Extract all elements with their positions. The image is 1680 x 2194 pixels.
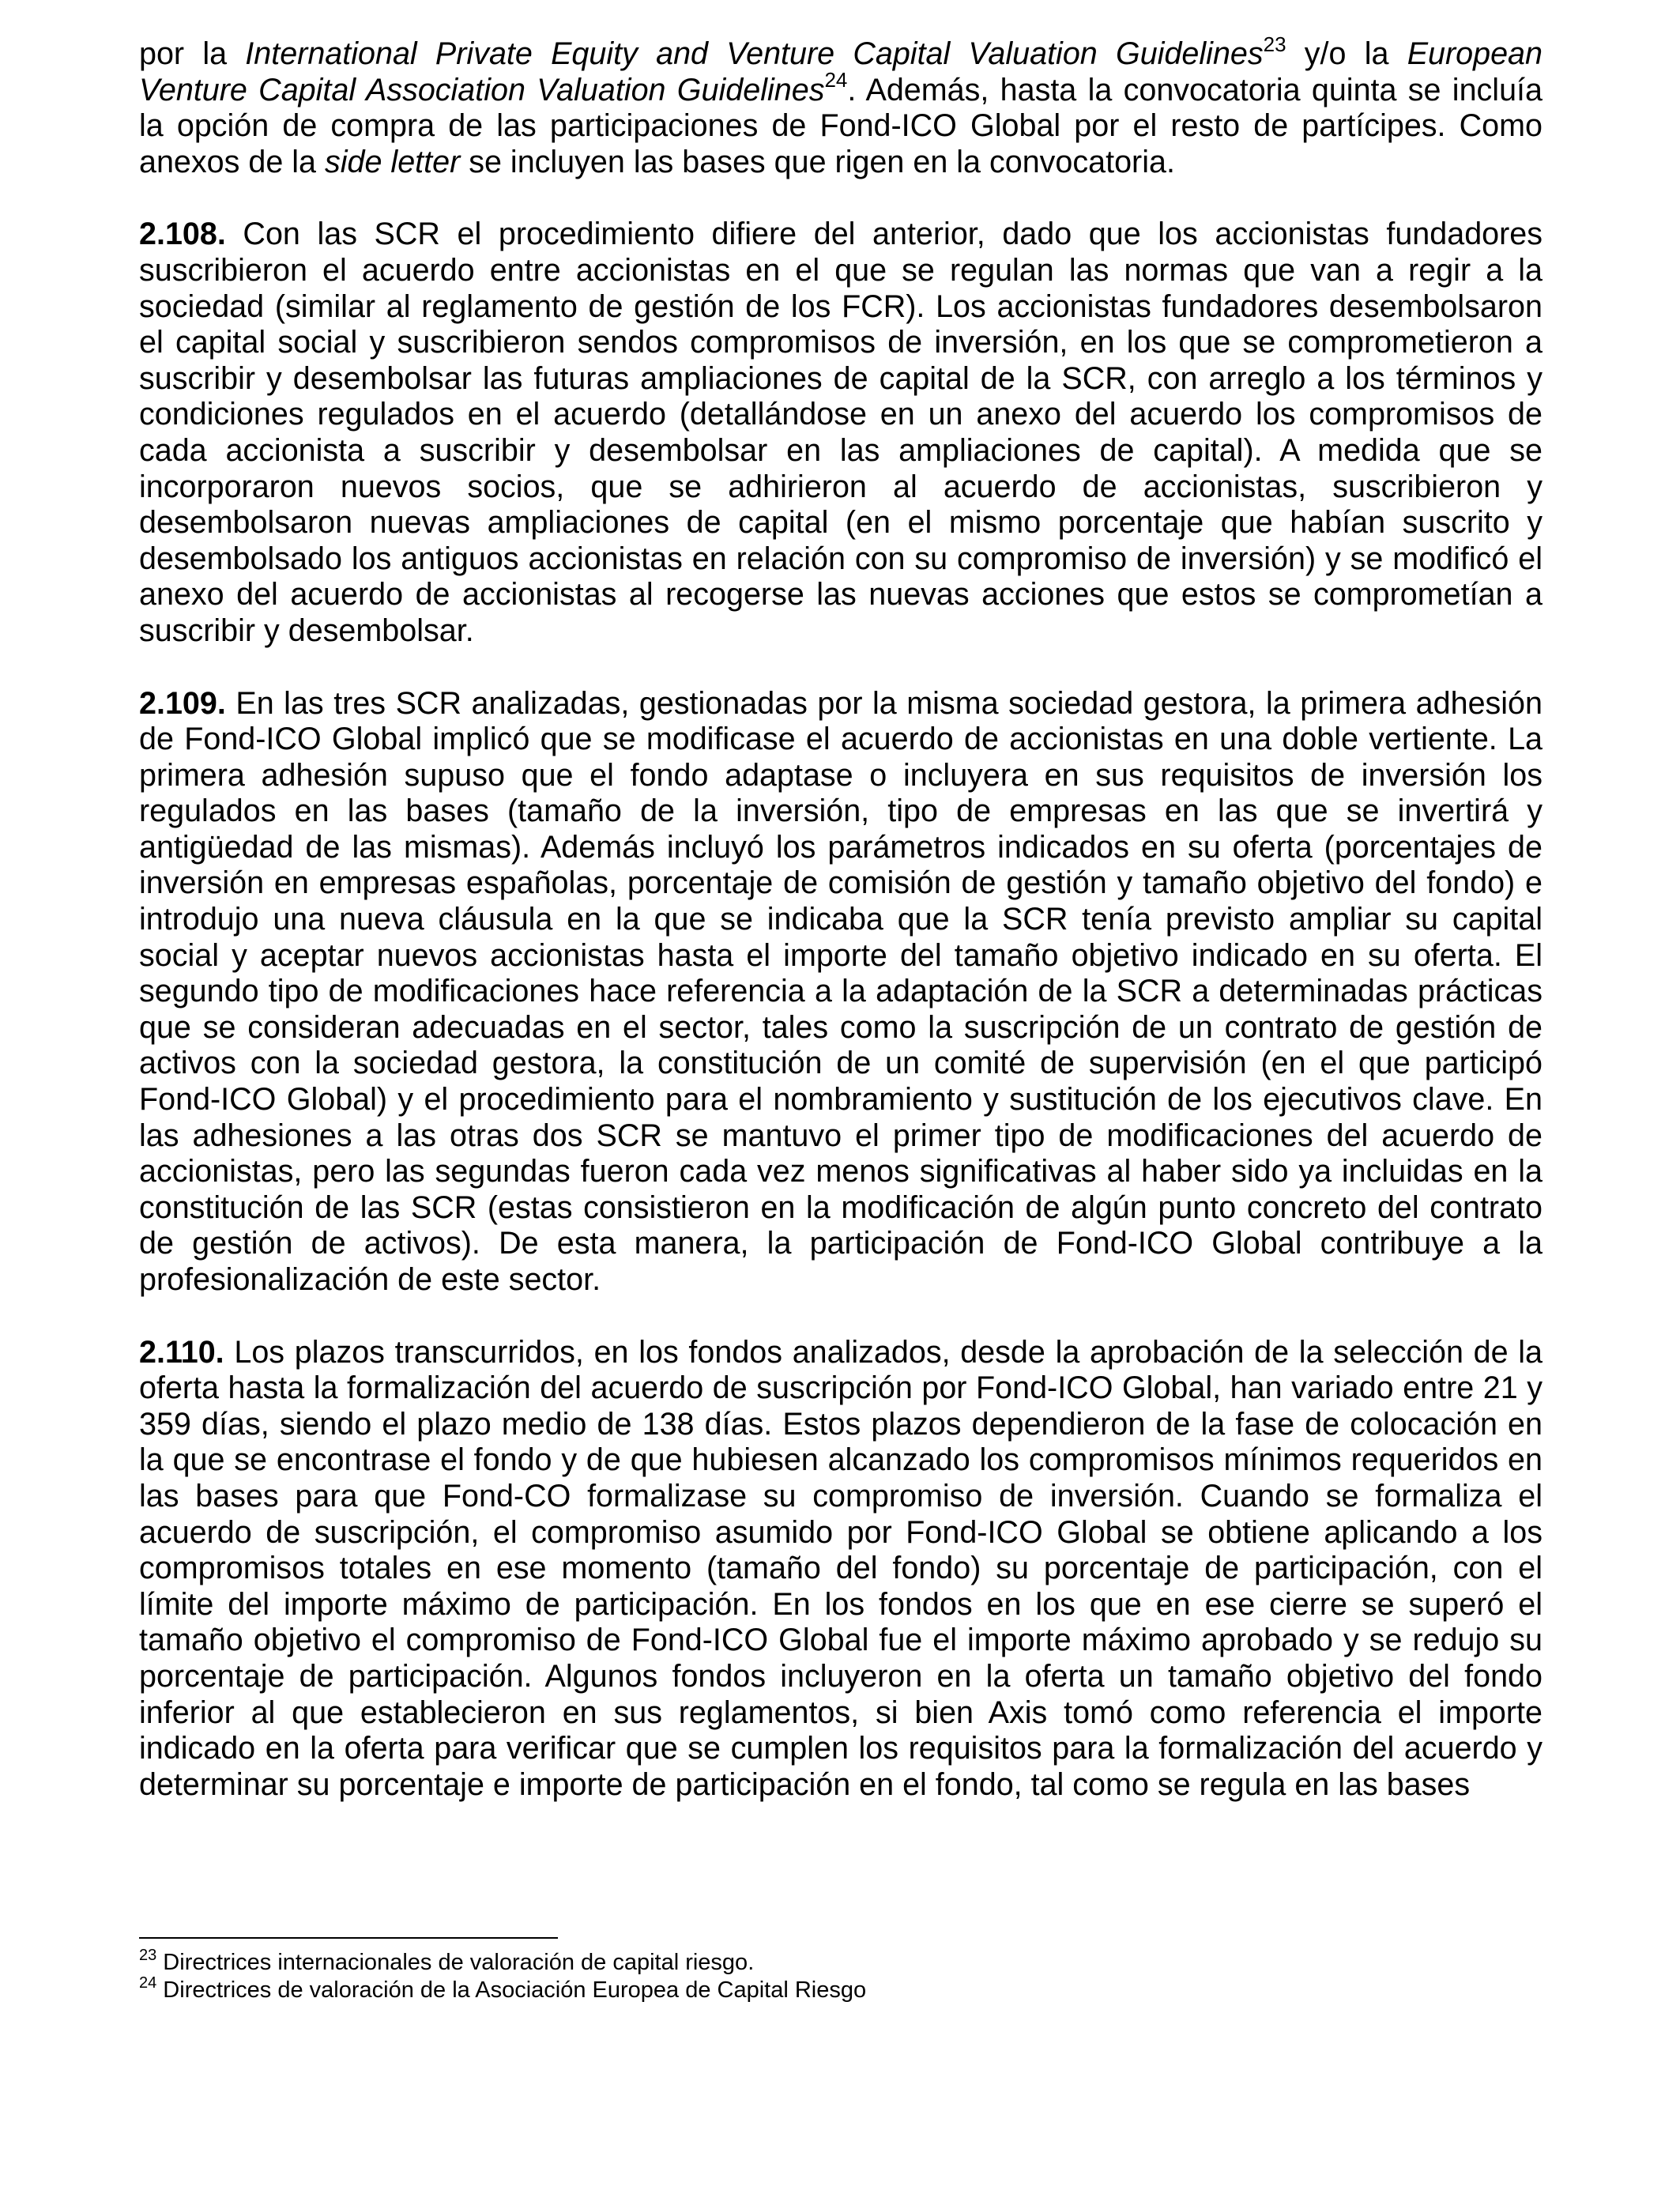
footnote-ref-23[interactable]: 23 (1263, 32, 1286, 56)
paragraph-2-109 (139, 686, 1543, 1299)
italic-run: side letter (324, 144, 461, 179)
document-body (139, 32, 1543, 1803)
paragraph-continuation (139, 32, 1543, 180)
italic-run: European Venture Capital Association Valuation Guidelines (139, 36, 1543, 107)
text-run: Con las SCR el procedimiento difiere del anterior, dado que los accionistas fundadores suscribieron el acuerdo entre accionistas en el que se regulan las normas que van a regir a la sociedad (similar al reglamento de gestión de los FCR). Los accionistas fundadores desembolsaron el capital social y suscribieron sendos compromisos de inversión, en los que se comprometieron a suscribir y desembolsar las futuras ampliaciones de capital de la SCR, con arreglo a los términos y condiciones regulados en el acuerdo (detallándose en un anexo del acuerdo los compromisos de cada accionista a suscribir y desembolsar en las ampliaciones de capital). A medida que se incorporaron nuevos socios, que se adhirieron al acuerdo de accionistas, suscribieron y desembolsaron nuevas ampliaciones de capital (en el mismo porcentaje que habían suscrito y desembolsado los antiguos accionistas en relación con su compromiso de inversión) y se modificó el anexo del acuerdo de accionistas al recogerse las nuevas acciones que estos se comprometían a suscribir y desembolsar. (139, 217, 1543, 648)
paragraph-number: 2.108. (139, 217, 226, 252)
footnote-24 (139, 1974, 1543, 2004)
text-run: . Además, hasta la convocatoria quinta se incluía la opción de compra de las participaciones de Fond-ICO Global por el resto de partícipes. Como anexos de la (139, 72, 1543, 179)
paragraph-2-110 (139, 1335, 1543, 1804)
footnote-ref-24[interactable]: 24 (824, 68, 848, 92)
text-run: se incluyen las bases que rigen en la convocatoria. (460, 144, 1175, 179)
paragraph-number: 2.110. (139, 1334, 224, 1370)
text-run: Los plazos transcurridos, en los fondos analizados, desde la aprobación de la selección de la oferta hasta la formalización del acuerdo de suscripción por Fond-ICO Global, han variado entre 21 y 359 días, siendo el plazo medio de 138 días. Estos plazos dependieron de la fase de colocación en la que se encontrase el fondo y de que hubiesen alcanzado los compromisos mínimos requeridos en las bases para que Fond-CO formalizase su compromiso de inversión. Cuando se formaliza el acuerdo de suscripción, el compromiso asumido por Fond-ICO Global se obtiene aplicando a los compromisos totales en ese momento (tamaño del fondo) su porcentaje de participación, con el límite del importe máximo de participación. En los fondos en los que en ese cierre se superó el tamaño objetivo el compromiso de Fond-ICO Global fue el importe máximo aprobado y se redujo su porcentaje de participación. Algunos fondos incluyeron en la oferta un tamaño objetivo del fondo inferior al que establecieron en sus reglamentos, si bien Axis tomó como referencia el importe indicado en la oferta para verificar que se cumplen los requisitos para la formalización del acuerdo y determinar su porcentaje e importe de participación en el fondo, tal como se regula en las bases (139, 1334, 1543, 1802)
text-run: En las tres SCR analizadas, gestionadas por la misma sociedad gestora, la primera adhesión de Fond-ICO Global implicó que se modificase el acuerdo de accionistas en una doble vertiente. La primera adhesión supuso que el fondo adaptase o incluyera en sus requisitos de inversión los regulados en las bases (tamaño de la inversión, tipo de empresas en las que se invertirá y antigüedad de las mismas). Además incluyó los parámetros indicados en su oferta (porcentajes de inversión en empresas españolas, porcentaje de comisión de gestión y tamaño objetivo del fondo) e introdujo una nueva cláusula en la que se indicaba que la SCR tenía previsto ampliar su capital social y aceptar nuevos accionistas hasta el importe del tamaño objetivo indicado en su oferta. El segundo tipo de modificaciones hace referencia a la adaptación de la SCR a determinadas prácticas que se consideran adecuadas en el sector, tales como la suscripción de un contrato de gestión de activos con la sociedad gestora, la constitución de un comité de supervisión (en el que participó Fond-ICO Global) y el procedimiento para el nombramiento y sustitución de los ejecutivos clave. En las adhesiones a las otras dos SCR se mantuvo el primer tipo de modificaciones del acuerdo de accionistas, pero las segundas fueron cada vez menos significativas al haber sido ya incluidas en la constitución de las SCR (estas consistieron en la modificación de algún punto concreto del contrato de gestión de activos). De esta manera, la participación de Fond-ICO Global contribuye a la profesionalización de este sector. (139, 685, 1543, 1297)
footnote-text: Directrices internacionales de valoración de capital riesgo. (156, 1950, 755, 1975)
paragraph-2-108 (139, 217, 1543, 649)
footnote-23 (139, 1949, 1543, 1977)
text-run: por la (139, 36, 246, 71)
footnote-separator (139, 1937, 558, 1939)
footnote-mark: 24 (139, 1974, 157, 1992)
footnote-text: Directrices de valoración de la Asociación Europea de Capital Riesgo (156, 1977, 867, 2003)
paragraph-number: 2.109. (139, 685, 226, 721)
text-run: y/o la (1286, 36, 1407, 71)
footnote-mark: 23 (139, 1947, 157, 1965)
italic-run: International Private Equity and Venture Capital Valuation Guidelines (245, 36, 1264, 71)
footnotes (139, 1949, 1543, 2004)
